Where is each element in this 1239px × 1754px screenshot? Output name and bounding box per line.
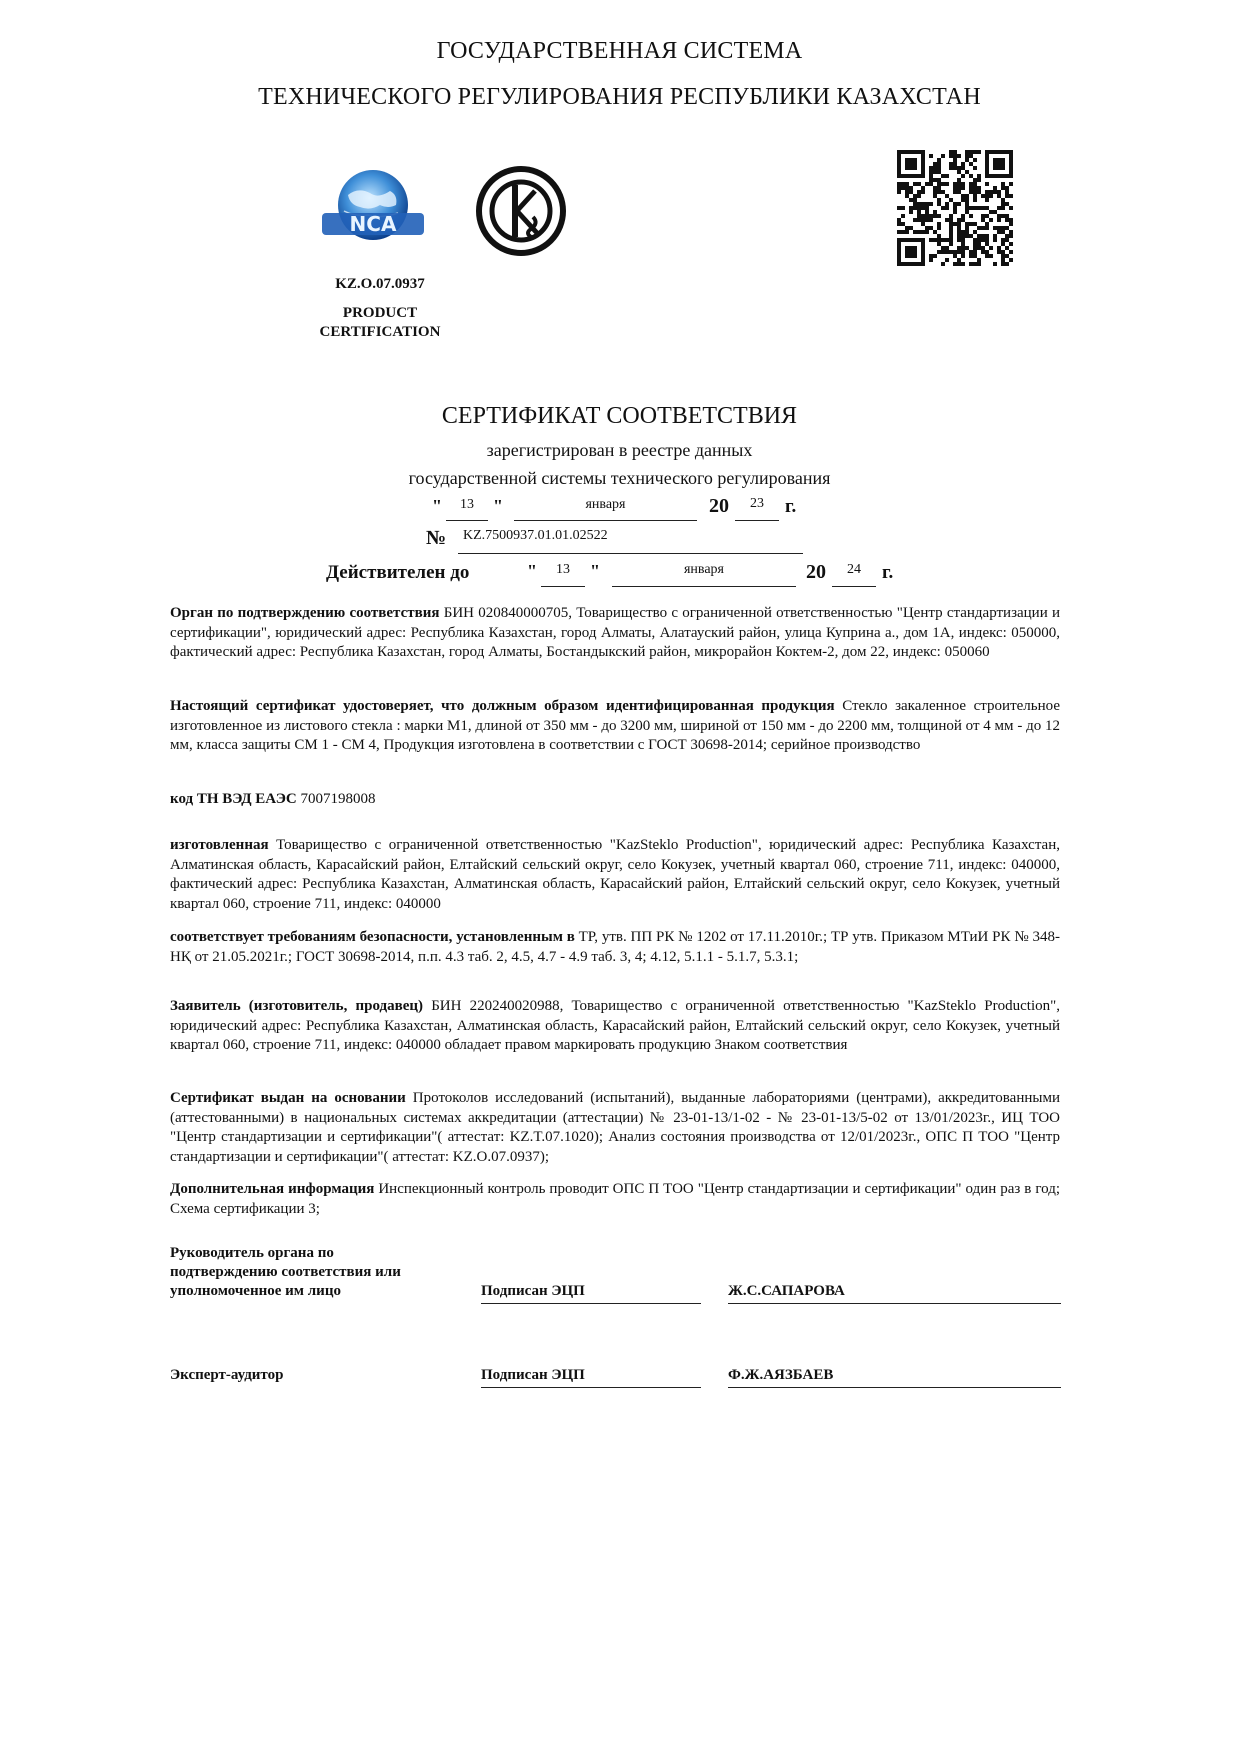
valid-until-label: Действителен до (326, 562, 470, 583)
additional-text: Инспекционный контроль проводит ОПС П ТОО "Центр стандартизации и сертификации" один раз в год; Схема сертификации 3; (170, 1181, 1061, 1217)
reg-year-prefix: 20 (709, 495, 729, 517)
valid-year-prefix: 20 (806, 561, 826, 583)
header-line-1: ГОСУДАРСТВЕННАЯ СИСТЕМА (436, 38, 803, 64)
expert-signed-ecp: Подписан ЭЦП (481, 1367, 585, 1383)
organ-section (170, 604, 1060, 663)
product-section (170, 697, 1060, 756)
valid-month: января (683, 562, 724, 577)
complies-label: соответствует требованиям безопасности, установленным в (170, 929, 575, 945)
additional-section (170, 1180, 1060, 1219)
head-name: Ж.С.САПАРОВА (728, 1283, 845, 1299)
organ-label: Орган по подтверждению соответствия (170, 605, 440, 621)
basis-label: Сертификат выдан на основании (170, 1090, 406, 1106)
head-role-line-2: подтверждению соответствия или (170, 1264, 401, 1280)
product-label: Настоящий сертификат удостоверяет, что должным образом идентифицированная продукция (170, 698, 835, 714)
code-section (170, 790, 1060, 810)
cert-code: KZ.O.07.0937 (335, 276, 425, 292)
header-line-2: ТЕХНИЧЕСКОГО РЕГУЛИРОВАНИЯ РЕСПУБЛИКИ КАЗАХСТАН (258, 84, 981, 110)
valid-quote-open: " (527, 561, 537, 581)
svg-text:NCA: NCA (349, 212, 397, 236)
applicant-label: Заявитель (изготовитель, продавец) (170, 998, 424, 1014)
reg-month: января (585, 497, 626, 512)
code-label: код ТН ВЭД ЕАЭС (170, 791, 297, 807)
manufactured-label: изготовленная (170, 837, 269, 853)
head-signed-ecp: Подписан ЭЦП (481, 1283, 585, 1299)
valid-year-unit: г. (882, 562, 894, 583)
complies-text: ТР, утв. ПП РК № 1202 от 17.11.2010г.; ТР утв. Приказом МТиИ РК № 348-НҚ от 21.05.2021г.; ГОСТ 30698-2014, п.п. 4.3 таб. 2, 4.5, 4.7 - 4.9 таб. 3, 4; 4.12, 5.1.1 - 5.1.7, 5.3.1; (170, 929, 1060, 965)
cert-label-2: CERTIFICATION (319, 324, 441, 340)
manufactured-section (170, 836, 1060, 914)
registry-subtitle-2: государственной системы технического регулирования (408, 468, 831, 488)
reg-quote-open: " (432, 496, 442, 516)
manufactured-text: Товарищество с ограниченной ответственностью "KazSteklo Production", юридический адрес: Республика Казахстан, Алматинская область, Карасайский район, Елтайский сельский округ, село Кокузек, учетный квартал 060, строение 711, индекс: 040000, фактический адрес: Республика Казахстан, Алматинская область, Карасайский район, Елтайский сельский округ, село Кокузек, учетный квартал 060, строение 711, индекс: 040000 (170, 837, 1060, 912)
organ-text: БИН 020840000705, Товарищество с ограниченной ответственностью "Центр стандартизации и сертификации", юридический адрес: Республика Казахстан, город Алматы, Алатауский район, улица Куприна а., дом 1А, индекс: 050000, фактический адрес: Республика Казахстан, город Алматы, Бостандыкский район, микрорайон Коктем-2, дом 22, индекс: 050060 (170, 605, 1061, 660)
registry-subtitle-1: зарегистрирован в реестре данных (486, 440, 753, 460)
cert-label-1: PRODUCT (342, 305, 418, 321)
valid-day: 13 (556, 562, 570, 577)
applicant-section (170, 997, 1060, 1056)
nca-globe-logo (318, 165, 428, 255)
certificate-title: СЕРТИФИКАТ СООТВЕТСТВИЯ (441, 403, 798, 429)
complies-section (170, 928, 1060, 967)
reg-year-unit: г. (785, 496, 797, 517)
certificate-number: KZ.7500937.01.01.02522 (463, 528, 608, 543)
applicant-text: БИН 220240020988, Товарищество с ограниченной ответственностью "KazSteklo Production", юридический адрес: Республика Казахстан, Алматинская область, Карасайский район, Елтайский сельский округ, село Кокузек, учетный квартал 060, строение 711, индекс: 040000 обладает правом маркировать продукцию Знаком соответствия (170, 998, 1060, 1053)
reg-day: 13 (460, 497, 474, 512)
head-role-line-3: уполномоченное им лицо (170, 1283, 341, 1299)
head-role-line-1: Руководитель органа по (170, 1245, 334, 1261)
qr-code-icon (897, 150, 1013, 266)
valid-year-suffix: 24 (847, 562, 861, 577)
expert-role: Эксперт-аудитор (170, 1367, 284, 1383)
basis-section (170, 1089, 1060, 1167)
expert-name: Ф.Ж.АЯЗБАЕВ (728, 1367, 834, 1383)
ks-standard-logo (473, 163, 569, 259)
code-text: 7007198008 (296, 791, 376, 807)
product-text: Стекло закаленное строительное изготовленное из листового стекла : марки М1, длиной от 350 мм - до 3200 мм, шириной от 150 мм - до 2200 мм, толщиной от 4 мм - до 12 мм, класса защиты СМ 1 - СМ 4, Продукция изготовлена в соответствии с ГОСТ 30698-2014; серийное производство (170, 698, 1060, 753)
number-label: № (426, 527, 447, 549)
reg-year-suffix: 23 (750, 496, 764, 511)
additional-label: Дополнительная информация (170, 1181, 375, 1197)
valid-quote-close: " (590, 561, 600, 581)
basis-text: Протоколов исследований (испытаний), выданные лабораториями (центрами), аккредитованными (аттестованными) в национальных системах аккредитации (аттестации) № 23-01-13/1-02 - № 23-01-13/5-02 от 13/01/2023г., ИЦ ТОО "Центр стандартизации и сертификации"( аттестат: KZ.T.07.1020); Анализ состояния производства от 12/01/2023г., ОПС П ТОО "Центр стандартизации и сертификации"( аттестат: KZ.O.07.0937); (170, 1090, 1060, 1165)
reg-quote-close: " (493, 496, 503, 516)
